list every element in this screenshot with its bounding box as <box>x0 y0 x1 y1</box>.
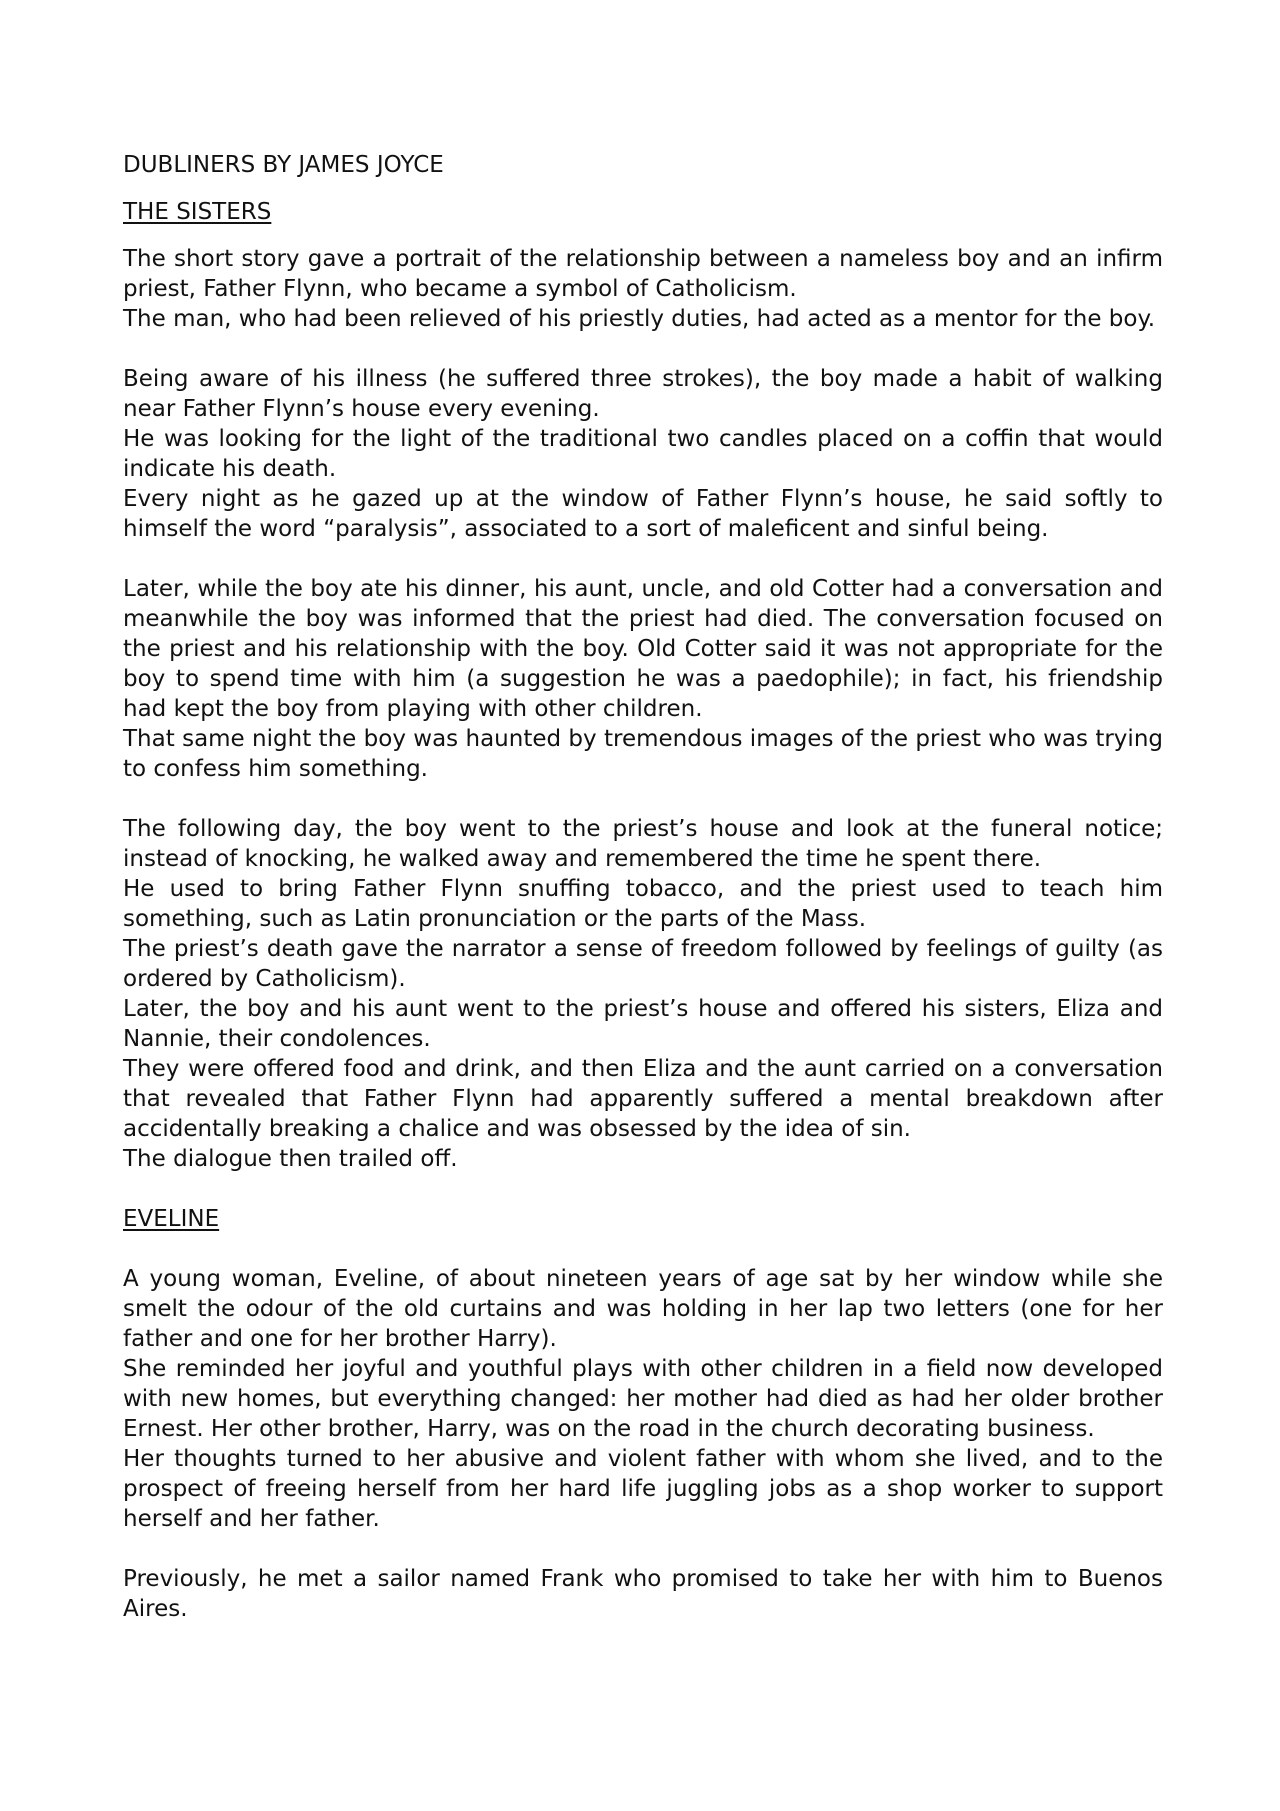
paragraph-group <box>123 814 1163 1174</box>
paragraph-group <box>123 1564 1163 1624</box>
paragraph: The dialogue then trailed off. <box>123 1146 458 1172</box>
paragraph: Her thoughts turned to her abusive and violent father with whom she lived, and to the prospect of freeing herself from her hard life juggling jobs as a shop worker to support herself and her father. <box>123 1446 1163 1532</box>
paragraph: Later, while the boy ate his dinner, his aunt, uncle, and old Cotter had a conversation and meanwhile the boy was informed that the priest had died. The conversation focused on the priest and his relationship with the boy. Old Cotter said it was not appropriate for the boy to spend time with him (a suggestion he was a paedophile); in fact, his friendship had kept the boy from playing with other children. <box>123 576 1163 722</box>
paragraph: Later, the boy and his aunt went to the priest’s house and offered his sisters, Eliza and Nannie, their condolences. <box>123 996 1163 1052</box>
paragraph: Previously, he met a sailor named Frank who promised to take her with him to Buenos Aires. <box>123 1566 1163 1622</box>
paragraph-group <box>123 364 1163 544</box>
section-heading: THE SISTERS <box>123 199 272 225</box>
paragraph: Being aware of his illness (he suffered three strokes), the boy made a habit of walking near Father Flynn’s house every evening. <box>123 366 1163 422</box>
paragraph: The short story gave a portrait of the relationship between a nameless boy and an infirm priest, Father Flynn, who became a symbol of Catholicism. <box>123 246 1163 302</box>
document-title: DUBLINERS BY JAMES JOYCE <box>123 152 444 178</box>
paragraph: That same night the boy was haunted by tremendous images of the priest who was trying to confess him something. <box>123 726 1163 782</box>
section-the-sisters <box>123 197 1163 1174</box>
paragraph-group <box>123 574 1163 784</box>
paragraph: Every night as he gazed up at the window of Father Flynn’s house, he said softly to himself the word “paralysis”, associated to a sort of maleficent and sinful being. <box>123 486 1163 542</box>
paragraph: A young woman, Eveline, of about nineteen years of age sat by her window while she smelt the odour of the old curtains and was holding in her lap two letters (one for her father and one for her brother Harry). <box>123 1266 1163 1352</box>
paragraph: They were offered food and drink, and then Eliza and the aunt carried on a conversation that revealed that Father Flynn had apparently suffered a mental breakdown after accidentally breaking a chalice and was obsessed by the idea of sin. <box>123 1056 1163 1142</box>
paragraph: He used to bring Father Flynn snuffing tobacco, and the priest used to teach him something, such as Latin pronunciation or the parts of the Mass. <box>123 876 1163 932</box>
paragraph: The priest’s death gave the narrator a sense of freedom followed by feelings of guilty (as ordered by Catholicism). <box>123 936 1163 992</box>
paragraph: The following day, the boy went to the priest’s house and look at the funeral notice; instead of knocking, he walked away and remembered the time he spent there. <box>123 816 1163 872</box>
paragraph: The man, who had been relieved of his priestly duties, had acted as a mentor for the boy. <box>123 306 1156 332</box>
section-heading: EVELINE <box>123 1206 220 1232</box>
paragraph-group <box>123 1264 1163 1534</box>
section-eveline <box>123 1204 1163 1624</box>
paragraph: She reminded her joyful and youthful plays with other children in a field now developed with new homes, but everything changed: her mother had died as had her older brother Ernest. Her other brother, Harry, was on the road in the church decorating business. <box>123 1356 1163 1442</box>
paragraph-group <box>123 244 1163 334</box>
document-page <box>123 150 1163 1654</box>
paragraph: He was looking for the light of the traditional two candles placed on a coffin that would indicate his death. <box>123 426 1163 482</box>
